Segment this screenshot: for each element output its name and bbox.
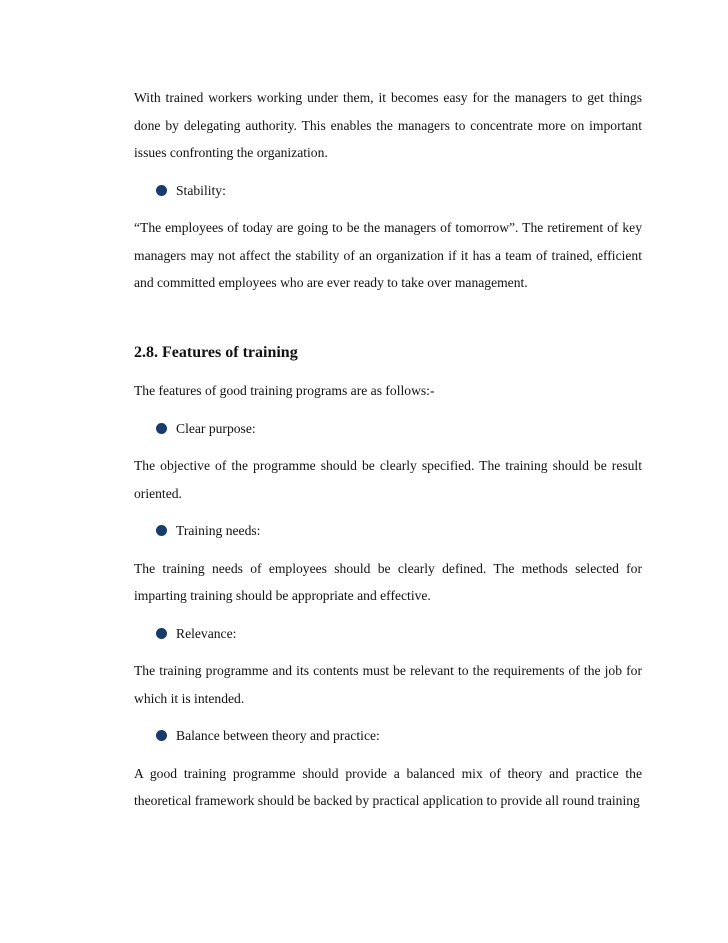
paragraph-stability: “The employees of today are going to be the managers of tomorrow”. The retirement of key managers may not affect the stability of an organization if it has a team of trained, efficient and committed employees who are ever ready to take over management.	[134, 220, 642, 290]
document-page	[134, 84, 642, 815]
bullet-dot-icon	[156, 423, 167, 434]
section-heading: 2.8. Features of training	[134, 343, 298, 361]
bullet-training-needs	[134, 517, 642, 545]
bullet-stability	[134, 177, 642, 205]
bullet-relevance-label: Relevance:	[176, 625, 237, 641]
bullet-stability-label: Stability:	[176, 182, 226, 198]
bullet-clear-purpose	[134, 415, 642, 443]
paragraph-delegation: With trained workers working under them, it becomes easy for the managers to get things done by delegating authority. This enables the managers to concentrate more on important issues confronting the organization.	[134, 90, 642, 160]
bullet-dot-icon	[156, 730, 167, 741]
bullet-clear-purpose-label: Clear purpose:	[176, 420, 256, 436]
bullet-dot-icon	[156, 525, 167, 536]
paragraph-intro: The features of good training programs are as follows:-	[134, 383, 435, 398]
paragraph-clear-purpose: The objective of the programme should be clearly specified. The training should be result oriented.	[134, 458, 642, 501]
bullet-dot-icon	[156, 628, 167, 639]
bullet-balance-label: Balance between theory and practice:	[176, 728, 380, 743]
bullet-training-needs-label: Training needs:	[176, 523, 261, 538]
paragraph-balance: A good training programme should provide a balanced mix of theory and practice the theoretical framework should be backed by practical application to provide all round training	[134, 765, 642, 808]
bullet-balance	[134, 722, 642, 750]
paragraph-relevance: The training programme and its contents must be relevant to the requirements of the job for which it is intended.	[134, 663, 642, 706]
bullet-relevance	[134, 620, 642, 648]
bullet-dot-icon	[156, 185, 167, 196]
paragraph-training-needs: The training needs of employees should be clearly defined. The methods selected for imparting training should be appropriate and effective.	[134, 560, 642, 603]
